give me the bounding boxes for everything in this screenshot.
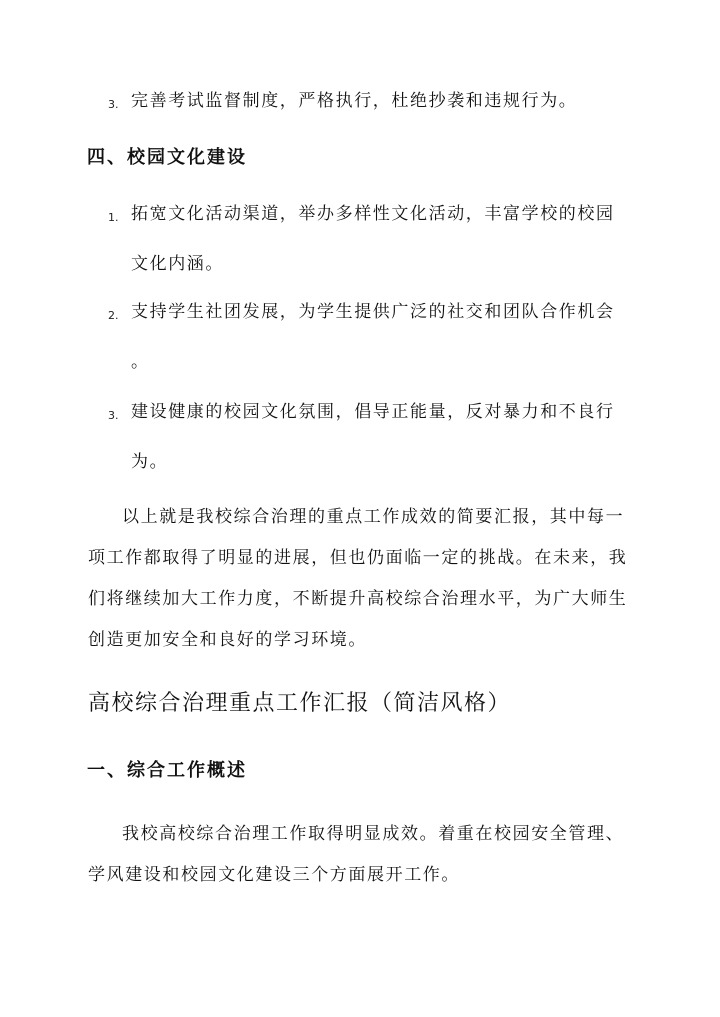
list-item — [108, 92, 628, 111]
list-item — [108, 303, 628, 372]
section-heading: 四、校园文化建设 — [87, 147, 247, 168]
list-item-number: 1. — [108, 211, 119, 224]
overview-paragraph — [88, 819, 636, 885]
paragraph-line: 项工作都取得了明显的进展，但也仍面临一定的挑战。在未来，我 — [88, 548, 628, 568]
list-item-number: 2. — [108, 309, 119, 322]
list-item — [108, 205, 628, 274]
list-item-text-line: 。 — [131, 352, 150, 372]
list-item-text-line: 文化内涵。 — [131, 254, 224, 274]
paragraph-line: 学风建设和校园文化建设三个方面展开工作。 — [88, 865, 460, 885]
list-item-text-line: 建设健康的校园文化氛围，倡导正能量，反对暴力和不良行 — [131, 402, 615, 422]
list-item-text-line: 为。 — [131, 452, 169, 472]
list-item-number: 3. — [108, 98, 119, 111]
list-item — [108, 403, 628, 472]
list-item-number: 3. — [108, 409, 119, 422]
section-heading: 一、综合工作概述 — [87, 760, 247, 781]
list-item-text: 完善考试监督制度，严格执行，杜绝抄袭和违规行为。 — [131, 91, 578, 111]
paragraph-line: 创造更加安全和良好的学习环境。 — [88, 630, 367, 650]
document-title: 高校综合治理重点工作汇报（简洁风格） — [88, 691, 512, 716]
paragraph-line: 我校高校综合治理工作取得明显成效。着重在校园安全管理、 — [122, 824, 625, 844]
paragraph-line: 以上就是我校综合治理的重点工作成效的简要汇报，其中每一 — [122, 507, 625, 527]
list-item-text-line: 支持学生社团发展，为学生提供广泛的社交和团队合作机会 — [131, 302, 615, 322]
list-item-text-line: 拓宽文化活动渠道，举办多样性文化活动，丰富学校的校园 — [131, 204, 615, 224]
summary-paragraph — [88, 502, 636, 650]
paragraph-line: 们将继续加大工作力度，不断提升高校综合治理水平，为广大师生 — [88, 589, 628, 609]
